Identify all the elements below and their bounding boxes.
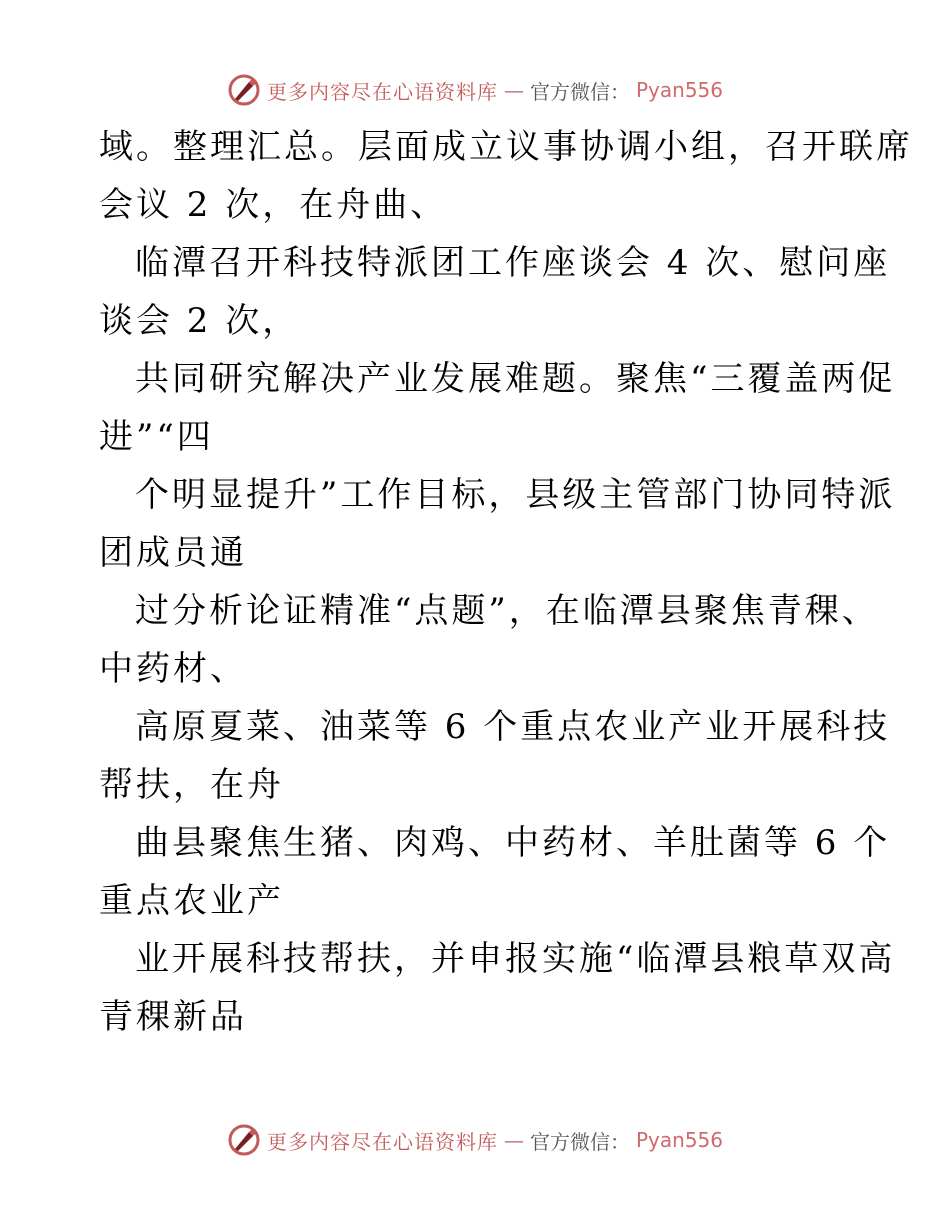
body-line: 业开展科技帮扶，并申报实施“临潭县粮草双高 bbox=[135, 939, 896, 979]
body-line: 帮扶，在舟 bbox=[99, 765, 284, 805]
body-line: 域。整理汇总。层面成立议事协调小组，召开联席 bbox=[99, 127, 913, 167]
body-line: 曲县聚焦生猪、肉鸡、中药材、羊肚菌等 6 个 bbox=[135, 823, 891, 863]
body-line: 高原夏菜、油菜等 6 个重点农业产业开展科技 bbox=[135, 707, 891, 747]
body-line: 会议 2 次，在舟曲、 bbox=[99, 185, 448, 225]
header-banner bbox=[0, 70, 950, 110]
body-line: 个明显提升”工作目标，县级主管部门协同特派 bbox=[135, 475, 896, 515]
footer-brand-text: 更多内容尽在心语资料库 bbox=[266, 1129, 498, 1154]
body-line: 青稞新品 bbox=[99, 997, 247, 1037]
body-line: 重点农业产 bbox=[99, 881, 284, 921]
header-wechat-label: 官方微信： bbox=[529, 79, 630, 104]
header-brand-text: 更多内容尽在心语资料库 bbox=[266, 79, 498, 104]
document-body bbox=[99, 118, 913, 1046]
body-line: 过分析论证精准“点题”，在临潭县聚焦青稞、 bbox=[135, 591, 879, 631]
body-line: 团成员通 bbox=[99, 533, 247, 573]
body-line: 谈会 2 次， bbox=[99, 301, 300, 341]
footer-wechat-id: Pyan556 bbox=[635, 1128, 723, 1152]
footer-banner bbox=[0, 1120, 950, 1160]
body-line: 共同研究解决产业发展难题。聚焦“三覆盖两促 bbox=[135, 359, 896, 399]
header-wechat-id: Pyan556 bbox=[635, 78, 723, 102]
pen-nib-logo-icon bbox=[227, 73, 261, 107]
body-line: 临潭召开科技特派团工作座谈会 4 次、慰问座 bbox=[135, 243, 891, 283]
body-line: 中药材、 bbox=[99, 649, 247, 689]
footer-separator: — bbox=[503, 1128, 524, 1152]
footer-wechat-label: 官方微信： bbox=[529, 1129, 630, 1154]
pen-nib-logo-icon bbox=[227, 1123, 261, 1157]
body-line: 进”“四 bbox=[99, 417, 214, 457]
header-separator: — bbox=[503, 78, 524, 102]
